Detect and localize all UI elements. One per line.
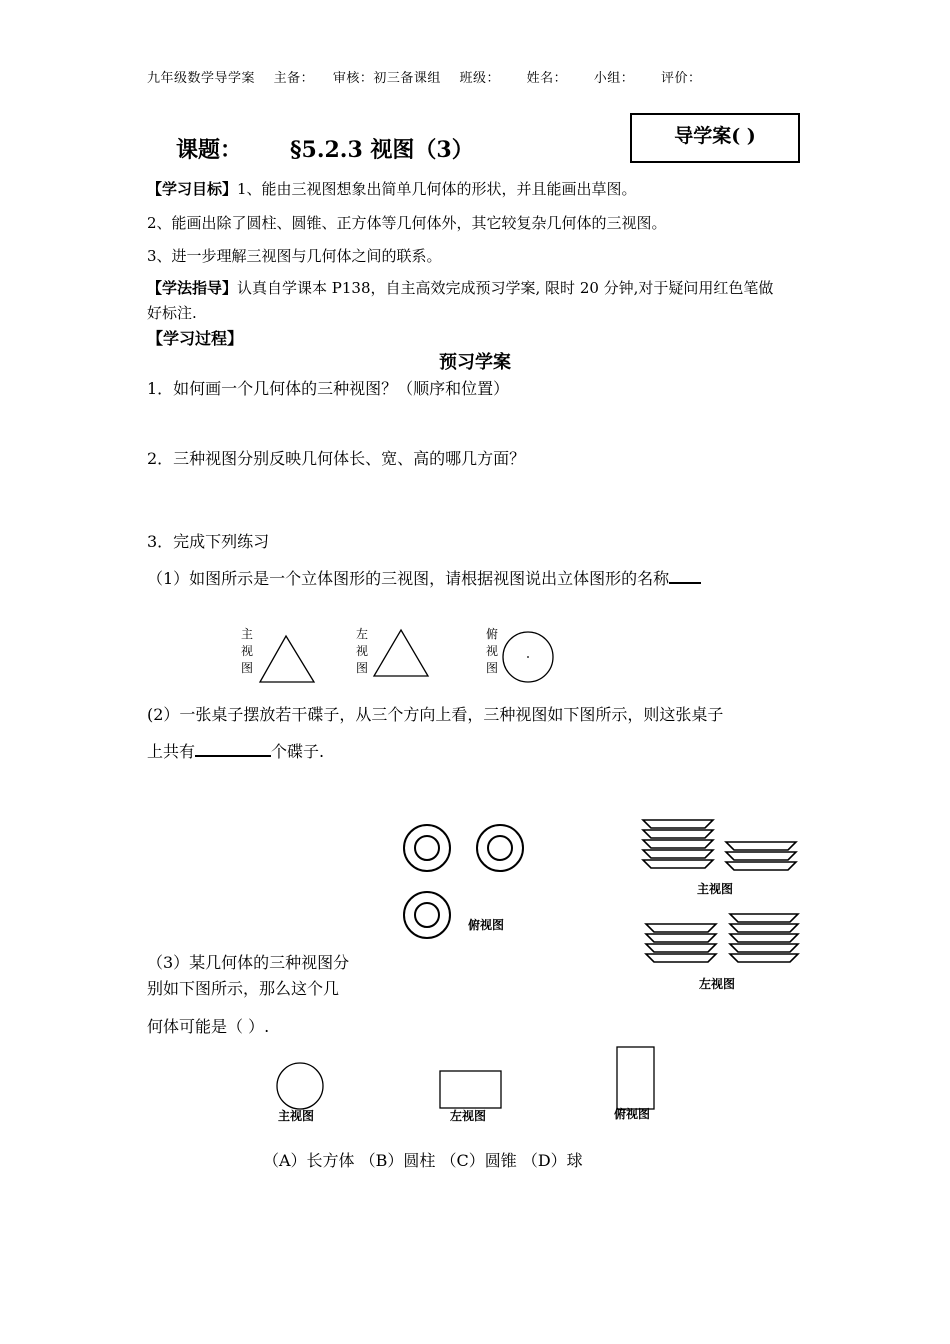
fig2-top-view: [400, 822, 530, 942]
guide-box: 导学案( ): [630, 113, 800, 163]
objectives-tag: 【学习目标】: [147, 180, 238, 198]
question-3-3-line-3: 何体可能是（ ）.: [147, 1017, 270, 1036]
method-line-2: 好标注.: [147, 304, 197, 322]
question-3-1: [147, 566, 701, 589]
question-3-2-line-2: [147, 739, 324, 762]
title-text: §5.2.3 视图（3）: [290, 137, 474, 163]
header-item-author: 主备：: [273, 71, 315, 86]
fig2-front-view: [640, 818, 802, 878]
plate-ring-icon: [404, 825, 450, 871]
fig1-front-label: 主 视 图: [240, 627, 253, 675]
question-3-3-line-1: （3）某几何体的三种视图分: [147, 953, 350, 972]
question-1: 1．如何画一个几何体的三种视图？（顺序和位置）: [147, 379, 510, 398]
question-3-2-suffix: 个碟子.: [271, 742, 325, 761]
header-item-class: 班级：: [459, 71, 500, 86]
method-line-1: [147, 277, 773, 298]
header-item-evaluation: 评价：: [660, 71, 702, 86]
method-text: 认真自学课本 P138，自主高效完成预习学案, 限时 20 分钟,对于疑问用红色笔做: [237, 279, 774, 297]
fig2-left-view: [640, 912, 805, 974]
fig3-left-rect: [438, 1070, 504, 1112]
title-label: 课题：: [176, 137, 243, 163]
question-3: 3．完成下列练习: [147, 532, 270, 551]
question-3-1-text: （1）如图所示是一个立体图形的三视图，请根据视图说出立体图形的名称: [147, 569, 670, 588]
fig3-top-rect: [614, 1045, 660, 1113]
fig1-left-label: 左 视 图: [355, 627, 368, 675]
fig2-front-label: 主视图: [697, 882, 734, 896]
fig3-top-label: 俯视图: [614, 1107, 651, 1121]
answer-options: （A）长方体 （B）圆柱 （C）圆锥 （D）球: [263, 1151, 583, 1170]
question-3-3-line-2: 别如下图所示，那么这个几: [147, 979, 340, 998]
header-item-name: 姓名：: [526, 71, 568, 86]
process-tag: 【学习过程】: [147, 329, 244, 348]
question-3-2-line-1: (2）一张桌子摆放若干碟子，从三个方向上看，三种视图如下图所示，则这张桌子: [147, 705, 724, 724]
fig3-front-label: 主视图: [278, 1109, 315, 1123]
page-title: [176, 133, 474, 164]
question-3-2-prefix: 上共有: [147, 742, 196, 761]
objective-1: 1、能由三视图想象出简单几何体的形状，并且能画出草图。: [237, 180, 637, 198]
header-item-reviewer: 审核：初三备课组: [332, 71, 441, 86]
objective-line-1: [147, 178, 637, 199]
objective-2: 2、能画出除了圆柱、圆锥、正方体等几何体外，其它较复杂几何体的三视图。: [147, 214, 667, 232]
fig1-top-circle: [502, 630, 556, 684]
section-title: 预习学案: [439, 352, 511, 373]
fig1-front-triangle: [258, 634, 318, 684]
fig3-left-label: 左视图: [450, 1109, 487, 1123]
fig2-top-label: 俯视图: [468, 918, 505, 932]
header-item-subject: 九年级数学导学案: [147, 71, 256, 86]
question-2: 2．三种视图分别反映几何体长、宽、高的哪几方面？: [147, 449, 526, 468]
header-item-group: 小组：: [593, 71, 635, 86]
answer-blank-1[interactable]: [669, 568, 701, 584]
method-tag: 【学法指导】: [147, 279, 238, 297]
plate-ring-icon: [477, 825, 523, 871]
fig1-top-label: 俯 视 图: [485, 627, 498, 675]
fig2-left-label: 左视图: [699, 977, 736, 991]
answer-blank-2[interactable]: [195, 741, 271, 757]
fig3-front-circle: [275, 1062, 327, 1112]
header-line: [147, 67, 715, 86]
fig1-left-triangle: [372, 628, 432, 680]
plate-ring-icon: [404, 892, 450, 938]
objective-3: 3、进一步理解三视图与几何体之间的联系。: [147, 247, 442, 265]
